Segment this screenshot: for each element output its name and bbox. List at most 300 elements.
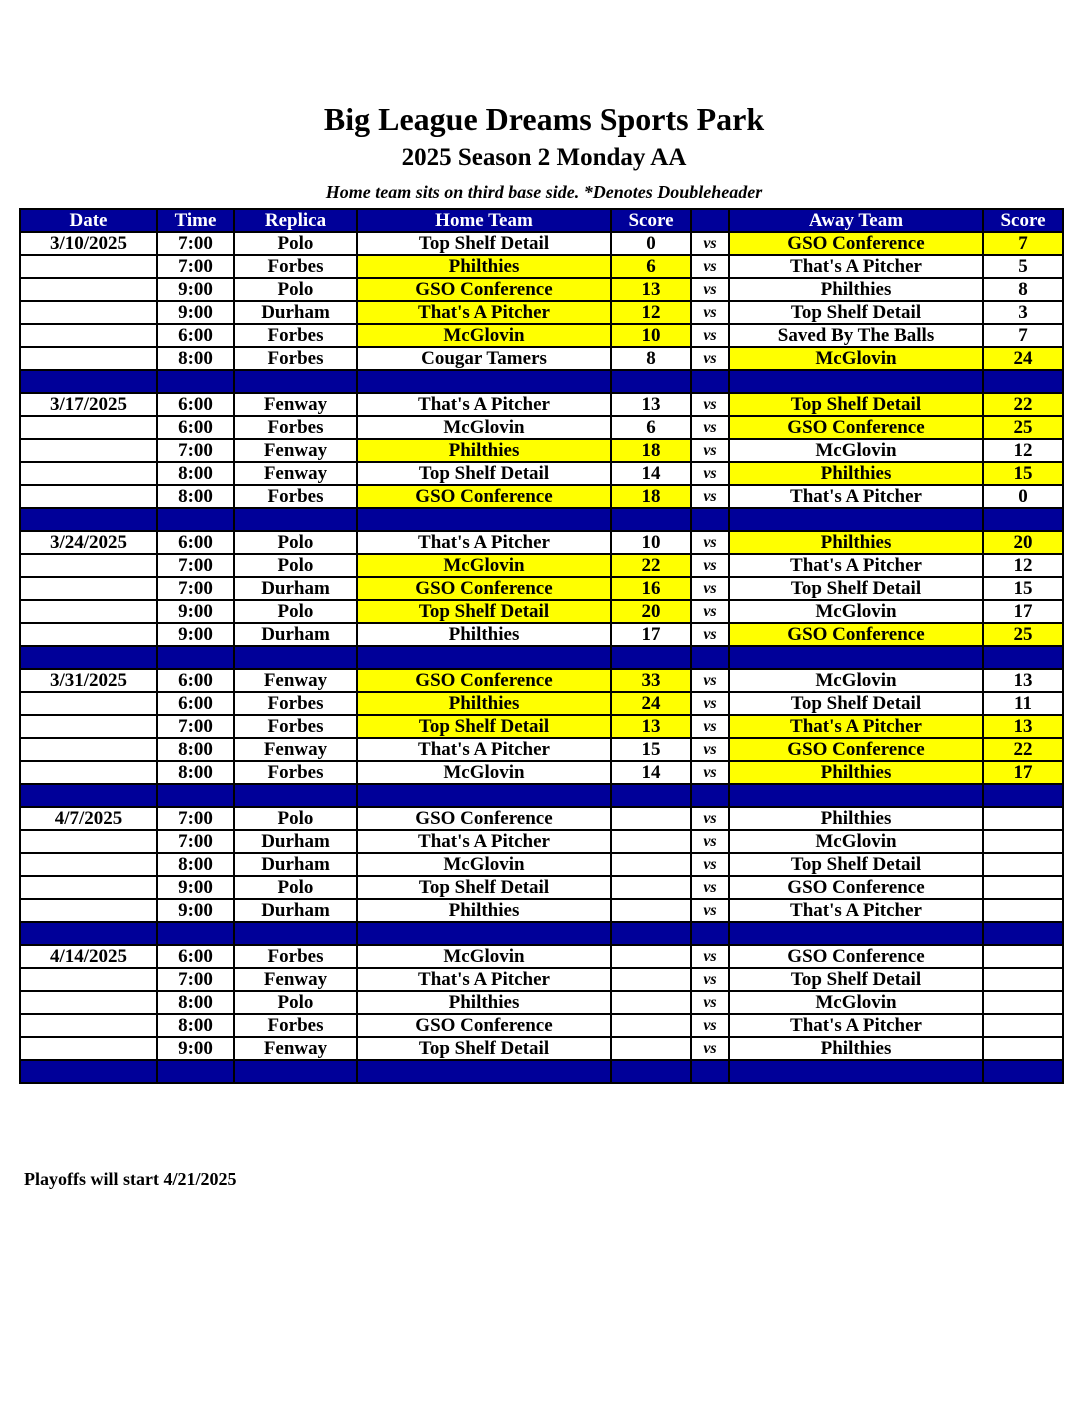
separator-cell xyxy=(611,646,691,669)
vs-cell: vs xyxy=(691,853,729,876)
col-header-date: Date xyxy=(20,209,157,232)
replica-cell: Forbes xyxy=(234,416,357,439)
home-team-cell: McGlovin xyxy=(357,324,611,347)
separator-cell xyxy=(983,370,1063,393)
separator-cell xyxy=(983,508,1063,531)
home-score-cell xyxy=(611,968,691,991)
away-score-cell: 13 xyxy=(983,669,1063,692)
separator-cell xyxy=(983,646,1063,669)
away-team-cell: McGlovin xyxy=(729,439,983,462)
away-score-cell: 15 xyxy=(983,577,1063,600)
time-cell: 9:00 xyxy=(157,301,234,324)
vs-cell: vs xyxy=(691,761,729,784)
vs-cell: vs xyxy=(691,324,729,347)
away-score-cell: 7 xyxy=(983,324,1063,347)
table-row xyxy=(20,899,1063,922)
replica-cell: Fenway xyxy=(234,669,357,692)
table-row xyxy=(20,462,1063,485)
home-score-cell xyxy=(611,876,691,899)
vs-cell: vs xyxy=(691,692,729,715)
separator-cell xyxy=(357,1060,611,1083)
vs-cell: vs xyxy=(691,577,729,600)
away-score-cell: 12 xyxy=(983,554,1063,577)
home-score-cell: 14 xyxy=(611,462,691,485)
vs-cell: vs xyxy=(691,669,729,692)
schedule-table xyxy=(19,208,1064,1084)
week-separator-row xyxy=(20,646,1063,669)
home-score-cell xyxy=(611,1014,691,1037)
col-header-time: Time xyxy=(157,209,234,232)
home-team-cell: McGlovin xyxy=(357,554,611,577)
separator-cell xyxy=(357,922,611,945)
home-team-cell: GSO Conference xyxy=(357,278,611,301)
home-score-cell xyxy=(611,1037,691,1060)
vs-cell: vs xyxy=(691,899,729,922)
away-team-cell: GSO Conference xyxy=(729,232,983,255)
vs-cell: vs xyxy=(691,807,729,830)
home-team-cell: McGlovin xyxy=(357,761,611,784)
separator-cell xyxy=(611,1060,691,1083)
separator-cell xyxy=(611,784,691,807)
home-score-cell: 20 xyxy=(611,600,691,623)
time-cell: 6:00 xyxy=(157,692,234,715)
table-header-row xyxy=(20,209,1063,232)
home-score-cell: 6 xyxy=(611,255,691,278)
separator-cell xyxy=(983,784,1063,807)
table-row xyxy=(20,1037,1063,1060)
separator-cell xyxy=(157,646,234,669)
col-header-home-team: Home Team xyxy=(357,209,611,232)
time-cell: 8:00 xyxy=(157,853,234,876)
table-row xyxy=(20,577,1063,600)
table-row xyxy=(20,347,1063,370)
away-score-cell xyxy=(983,1037,1063,1060)
away-score-cell: 22 xyxy=(983,393,1063,416)
replica-cell: Polo xyxy=(234,278,357,301)
home-team-cell: That's A Pitcher xyxy=(357,830,611,853)
away-team-cell: GSO Conference xyxy=(729,416,983,439)
separator-cell xyxy=(611,370,691,393)
away-team-cell: McGlovin xyxy=(729,347,983,370)
table-row xyxy=(20,232,1063,255)
schedule-body xyxy=(20,232,1063,1083)
home-team-cell: GSO Conference xyxy=(357,807,611,830)
home-team-cell: Top Shelf Detail xyxy=(357,876,611,899)
page-note: Home team sits on third base side. *Denotes Doubleheader xyxy=(325,182,763,202)
home-score-cell: 17 xyxy=(611,623,691,646)
time-cell: 6:00 xyxy=(157,324,234,347)
home-score-cell xyxy=(611,991,691,1014)
replica-cell: Forbes xyxy=(234,761,357,784)
separator-cell xyxy=(691,646,729,669)
separator-cell xyxy=(691,370,729,393)
date-cell xyxy=(20,439,157,462)
replica-cell: Polo xyxy=(234,554,357,577)
away-score-cell: 15 xyxy=(983,462,1063,485)
replica-cell: Forbes xyxy=(234,692,357,715)
date-cell xyxy=(20,1037,157,1060)
date-cell xyxy=(20,692,157,715)
time-cell: 9:00 xyxy=(157,600,234,623)
away-team-cell: Saved By The Balls xyxy=(729,324,983,347)
time-cell: 8:00 xyxy=(157,462,234,485)
away-score-cell xyxy=(983,853,1063,876)
away-score-cell xyxy=(983,1014,1063,1037)
date-cell: 3/17/2025 xyxy=(20,393,157,416)
col-header-replica: Replica xyxy=(234,209,357,232)
away-score-cell: 22 xyxy=(983,738,1063,761)
replica-cell: Durham xyxy=(234,830,357,853)
separator-cell xyxy=(157,370,234,393)
away-team-cell: GSO Conference xyxy=(729,623,983,646)
separator-cell xyxy=(983,922,1063,945)
separator-cell xyxy=(234,922,357,945)
home-score-cell: 14 xyxy=(611,761,691,784)
vs-cell: vs xyxy=(691,600,729,623)
date-cell xyxy=(20,255,157,278)
time-cell: 7:00 xyxy=(157,807,234,830)
vs-cell: vs xyxy=(691,485,729,508)
week-separator-row xyxy=(20,784,1063,807)
home-score-cell: 13 xyxy=(611,393,691,416)
date-cell xyxy=(20,991,157,1014)
vs-cell: vs xyxy=(691,301,729,324)
date-cell xyxy=(20,830,157,853)
home-score-cell: 6 xyxy=(611,416,691,439)
separator-cell xyxy=(234,784,357,807)
table-row xyxy=(20,416,1063,439)
table-row xyxy=(20,324,1063,347)
table-row xyxy=(20,255,1063,278)
home-team-cell: That's A Pitcher xyxy=(357,393,611,416)
away-team-cell: That's A Pitcher xyxy=(729,255,983,278)
away-team-cell: Top Shelf Detail xyxy=(729,393,983,416)
home-team-cell: Philthies xyxy=(357,899,611,922)
time-cell: 6:00 xyxy=(157,669,234,692)
vs-cell: vs xyxy=(691,439,729,462)
home-team-cell: GSO Conference xyxy=(357,669,611,692)
home-score-cell: 22 xyxy=(611,554,691,577)
col-header-home-score: Score xyxy=(611,209,691,232)
table-row xyxy=(20,692,1063,715)
time-cell: 7:00 xyxy=(157,968,234,991)
home-score-cell: 0 xyxy=(611,232,691,255)
away-score-cell xyxy=(983,991,1063,1014)
table-row xyxy=(20,623,1063,646)
separator-cell xyxy=(234,370,357,393)
home-score-cell xyxy=(611,807,691,830)
page-subtitle: 2025 Season 2 Monday AA xyxy=(401,144,687,171)
replica-cell: Durham xyxy=(234,853,357,876)
away-score-cell: 13 xyxy=(983,715,1063,738)
vs-cell: vs xyxy=(691,393,729,416)
replica-cell: Forbes xyxy=(234,1014,357,1037)
separator-cell xyxy=(611,508,691,531)
home-score-cell xyxy=(611,853,691,876)
away-team-cell: McGlovin xyxy=(729,669,983,692)
replica-cell: Fenway xyxy=(234,393,357,416)
table-row xyxy=(20,485,1063,508)
table-row xyxy=(20,301,1063,324)
replica-cell: Polo xyxy=(234,991,357,1014)
date-cell xyxy=(20,876,157,899)
table-row xyxy=(20,439,1063,462)
table-row xyxy=(20,393,1063,416)
time-cell: 8:00 xyxy=(157,347,234,370)
vs-cell: vs xyxy=(691,278,729,301)
separator-cell xyxy=(157,508,234,531)
date-cell xyxy=(20,278,157,301)
date-cell xyxy=(20,899,157,922)
date-cell xyxy=(20,853,157,876)
home-team-cell: McGlovin xyxy=(357,416,611,439)
time-cell: 9:00 xyxy=(157,1037,234,1060)
date-cell xyxy=(20,301,157,324)
time-cell: 8:00 xyxy=(157,1014,234,1037)
replica-cell: Durham xyxy=(234,623,357,646)
replica-cell: Polo xyxy=(234,807,357,830)
time-cell: 9:00 xyxy=(157,623,234,646)
home-score-cell xyxy=(611,899,691,922)
vs-cell: vs xyxy=(691,462,729,485)
away-score-cell xyxy=(983,945,1063,968)
home-score-cell xyxy=(611,945,691,968)
date-cell xyxy=(20,968,157,991)
separator-cell xyxy=(691,508,729,531)
home-team-cell: Top Shelf Detail xyxy=(357,600,611,623)
week-separator-row xyxy=(20,508,1063,531)
date-cell: 4/14/2025 xyxy=(20,945,157,968)
separator-cell xyxy=(983,1060,1063,1083)
home-team-cell: Philthies xyxy=(357,255,611,278)
vs-cell: vs xyxy=(691,1014,729,1037)
separator-cell xyxy=(729,784,983,807)
col-header-away-score: Score xyxy=(983,209,1063,232)
table-row xyxy=(20,876,1063,899)
home-team-cell: Philthies xyxy=(357,991,611,1014)
separator-cell xyxy=(20,922,157,945)
time-cell: 7:00 xyxy=(157,232,234,255)
separator-cell xyxy=(729,508,983,531)
date-cell: 3/31/2025 xyxy=(20,669,157,692)
replica-cell: Forbes xyxy=(234,324,357,347)
date-cell xyxy=(20,738,157,761)
vs-cell: vs xyxy=(691,531,729,554)
date-cell xyxy=(20,600,157,623)
date-cell xyxy=(20,1014,157,1037)
separator-cell xyxy=(357,370,611,393)
date-cell: 3/10/2025 xyxy=(20,232,157,255)
time-cell: 9:00 xyxy=(157,876,234,899)
replica-cell: Polo xyxy=(234,531,357,554)
replica-cell: Fenway xyxy=(234,462,357,485)
date-cell xyxy=(20,485,157,508)
vs-cell: vs xyxy=(691,945,729,968)
away-team-cell: Top Shelf Detail xyxy=(729,301,983,324)
home-team-cell: GSO Conference xyxy=(357,1014,611,1037)
playoffs-note: Playoffs will start 4/21/2025 xyxy=(24,1169,237,1189)
separator-cell xyxy=(691,784,729,807)
time-cell: 6:00 xyxy=(157,393,234,416)
vs-cell: vs xyxy=(691,738,729,761)
away-score-cell: 24 xyxy=(983,347,1063,370)
away-score-cell: 12 xyxy=(983,439,1063,462)
col-header-away-team: Away Team xyxy=(729,209,983,232)
separator-cell xyxy=(729,922,983,945)
home-score-cell: 33 xyxy=(611,669,691,692)
separator-cell xyxy=(611,922,691,945)
away-team-cell: That's A Pitcher xyxy=(729,1014,983,1037)
date-cell: 3/24/2025 xyxy=(20,531,157,554)
time-cell: 7:00 xyxy=(157,715,234,738)
time-cell: 8:00 xyxy=(157,991,234,1014)
replica-cell: Polo xyxy=(234,600,357,623)
away-team-cell: Philthies xyxy=(729,761,983,784)
separator-cell xyxy=(691,922,729,945)
home-team-cell: Top Shelf Detail xyxy=(357,1037,611,1060)
table-row xyxy=(20,1014,1063,1037)
vs-cell: vs xyxy=(691,347,729,370)
time-cell: 6:00 xyxy=(157,416,234,439)
vs-cell: vs xyxy=(691,554,729,577)
date-cell xyxy=(20,577,157,600)
away-team-cell: Philthies xyxy=(729,462,983,485)
time-cell: 7:00 xyxy=(157,577,234,600)
home-score-cell: 24 xyxy=(611,692,691,715)
date-cell xyxy=(20,715,157,738)
replica-cell: Polo xyxy=(234,232,357,255)
vs-cell: vs xyxy=(691,416,729,439)
week-separator-row xyxy=(20,1060,1063,1083)
away-score-cell: 17 xyxy=(983,600,1063,623)
table-row xyxy=(20,715,1063,738)
separator-cell xyxy=(729,1060,983,1083)
away-score-cell xyxy=(983,968,1063,991)
home-score-cell xyxy=(611,830,691,853)
replica-cell: Fenway xyxy=(234,968,357,991)
replica-cell: Durham xyxy=(234,577,357,600)
away-team-cell: McGlovin xyxy=(729,991,983,1014)
date-cell xyxy=(20,347,157,370)
away-score-cell: 7 xyxy=(983,232,1063,255)
home-score-cell: 10 xyxy=(611,324,691,347)
away-score-cell: 17 xyxy=(983,761,1063,784)
vs-cell: vs xyxy=(691,876,729,899)
vs-cell: vs xyxy=(691,623,729,646)
col-header-vs xyxy=(691,209,729,232)
vs-cell: vs xyxy=(691,991,729,1014)
week-separator-row xyxy=(20,922,1063,945)
away-team-cell: Top Shelf Detail xyxy=(729,577,983,600)
date-cell xyxy=(20,623,157,646)
home-team-cell: McGlovin xyxy=(357,853,611,876)
vs-cell: vs xyxy=(691,968,729,991)
separator-cell xyxy=(20,508,157,531)
away-score-cell: 11 xyxy=(983,692,1063,715)
separator-cell xyxy=(234,1060,357,1083)
time-cell: 8:00 xyxy=(157,738,234,761)
table-row xyxy=(20,945,1063,968)
replica-cell: Forbes xyxy=(234,945,357,968)
time-cell: 7:00 xyxy=(157,554,234,577)
home-team-cell: Philthies xyxy=(357,623,611,646)
away-team-cell: Top Shelf Detail xyxy=(729,692,983,715)
replica-cell: Durham xyxy=(234,301,357,324)
table-row xyxy=(20,278,1063,301)
vs-cell: vs xyxy=(691,830,729,853)
page-title: Big League Dreams Sports Park xyxy=(323,101,765,137)
week-separator-row xyxy=(20,370,1063,393)
away-team-cell: Philthies xyxy=(729,807,983,830)
away-team-cell: GSO Conference xyxy=(729,738,983,761)
away-score-cell: 25 xyxy=(983,416,1063,439)
home-score-cell: 10 xyxy=(611,531,691,554)
home-team-cell: Top Shelf Detail xyxy=(357,462,611,485)
away-score-cell: 25 xyxy=(983,623,1063,646)
vs-cell: vs xyxy=(691,1037,729,1060)
home-score-cell: 18 xyxy=(611,485,691,508)
away-team-cell: McGlovin xyxy=(729,600,983,623)
replica-cell: Forbes xyxy=(234,347,357,370)
vs-cell: vs xyxy=(691,715,729,738)
home-score-cell: 13 xyxy=(611,278,691,301)
date-cell xyxy=(20,324,157,347)
home-team-cell: That's A Pitcher xyxy=(357,968,611,991)
time-cell: 6:00 xyxy=(157,531,234,554)
separator-cell xyxy=(729,370,983,393)
date-cell xyxy=(20,416,157,439)
away-team-cell: Philthies xyxy=(729,1037,983,1060)
time-cell: 8:00 xyxy=(157,761,234,784)
time-cell: 7:00 xyxy=(157,439,234,462)
separator-cell xyxy=(234,646,357,669)
separator-cell xyxy=(234,508,357,531)
home-team-cell: Top Shelf Detail xyxy=(357,232,611,255)
home-team-cell: GSO Conference xyxy=(357,577,611,600)
separator-cell xyxy=(20,784,157,807)
replica-cell: Forbes xyxy=(234,255,357,278)
away-score-cell xyxy=(983,899,1063,922)
separator-cell xyxy=(157,1060,234,1083)
table-row xyxy=(20,807,1063,830)
away-score-cell: 5 xyxy=(983,255,1063,278)
date-cell xyxy=(20,761,157,784)
vs-cell: vs xyxy=(691,232,729,255)
table-row xyxy=(20,738,1063,761)
separator-cell xyxy=(729,646,983,669)
table-row xyxy=(20,991,1063,1014)
separator-cell xyxy=(20,646,157,669)
time-cell: 7:00 xyxy=(157,830,234,853)
table-row xyxy=(20,968,1063,991)
date-cell xyxy=(20,462,157,485)
away-team-cell: Philthies xyxy=(729,531,983,554)
away-team-cell: Top Shelf Detail xyxy=(729,853,983,876)
home-score-cell: 8 xyxy=(611,347,691,370)
separator-cell xyxy=(691,1060,729,1083)
separator-cell xyxy=(357,508,611,531)
home-score-cell: 15 xyxy=(611,738,691,761)
home-team-cell: Philthies xyxy=(357,692,611,715)
separator-cell xyxy=(157,784,234,807)
away-score-cell: 8 xyxy=(983,278,1063,301)
time-cell: 7:00 xyxy=(157,255,234,278)
table-row xyxy=(20,830,1063,853)
away-team-cell: That's A Pitcher xyxy=(729,899,983,922)
home-score-cell: 18 xyxy=(611,439,691,462)
separator-cell xyxy=(357,646,611,669)
separator-cell xyxy=(157,922,234,945)
